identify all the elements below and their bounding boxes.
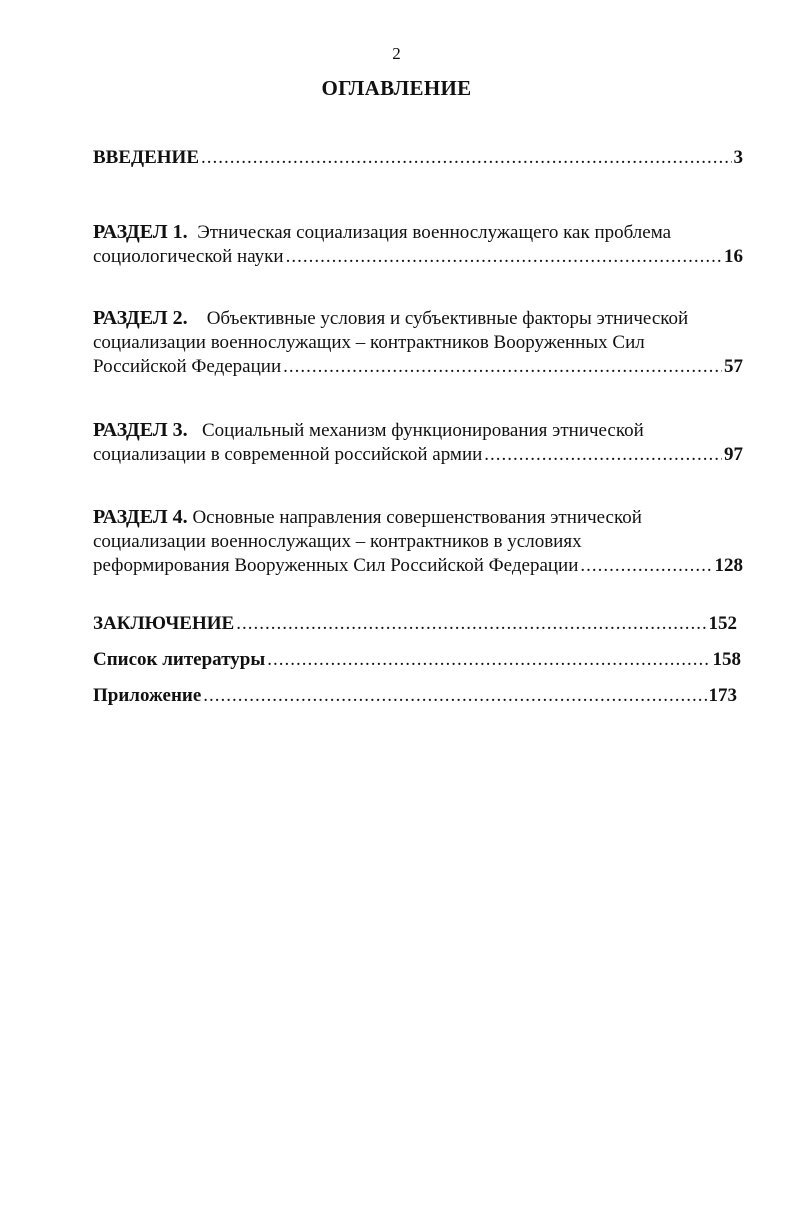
- toc-entry-references[interactable]: [93, 648, 741, 672]
- toc-page-ref: 57: [724, 356, 743, 377]
- toc-entry-label: ЗАКЛЮЧЕНИЕ: [93, 613, 235, 634]
- toc-entry-appendix[interactable]: [93, 684, 737, 708]
- section-label: РАЗДЕЛ 4.: [93, 506, 188, 528]
- toc-page-ref: 16: [724, 246, 743, 267]
- toc-page-ref: 152: [708, 613, 737, 634]
- toc-entry-conclusion[interactable]: [93, 612, 737, 636]
- section-title-line: Объективные условия и субъективные факторы этнической: [206, 308, 689, 329]
- toc-page-ref: 97: [724, 444, 743, 465]
- dot-leader: [201, 146, 732, 170]
- dot-leader: [267, 648, 710, 672]
- dot-leader: [286, 245, 722, 269]
- toc-entry-label: Список литературы: [93, 649, 266, 670]
- section-label: РАЗДЕЛ 1.: [93, 221, 188, 243]
- toc-page-ref: 173: [708, 685, 737, 706]
- section-title-line: социализации в современной российской армии: [93, 444, 483, 465]
- section-label: РАЗДЕЛ 2.: [93, 307, 188, 329]
- dot-leader: [484, 443, 722, 467]
- toc-entry-section-3[interactable]: [93, 418, 743, 467]
- section-title-line: Этническая социализация военнослужащего как проблема: [197, 222, 672, 243]
- toc-entry-section-4[interactable]: [93, 505, 743, 578]
- toc-entry-intro[interactable]: [93, 146, 743, 170]
- toc-page-ref: 128: [714, 555, 743, 576]
- section-title-line: социологической науки: [93, 246, 284, 267]
- page-title: ОГЛАВЛЕНИЕ: [321, 76, 472, 100]
- dot-leader: [203, 684, 706, 708]
- toc-entry-section-1[interactable]: [93, 220, 743, 269]
- section-title-line: Основные направления совершенствования этнической: [192, 507, 642, 528]
- section-title-line: социализации военнослужащих – контрактников в условиях: [93, 531, 582, 552]
- toc-page-ref: 3: [733, 147, 743, 168]
- toc-entry-label: ВВЕДЕНИЕ: [93, 147, 199, 168]
- section-label: РАЗДЕЛ 3.: [93, 419, 188, 441]
- dot-leader: [283, 355, 722, 379]
- toc-page-ref: 158: [712, 649, 741, 670]
- page-number: 2: [392, 44, 401, 63]
- section-title-line: реформирования Вооруженных Сил Российской Федерации: [93, 555, 579, 576]
- section-title-line: Российской Федерации: [93, 356, 282, 377]
- section-title-line: Социальный механизм функционирования этнической: [201, 420, 644, 441]
- dot-leader: [580, 554, 712, 578]
- section-title-line: социализации военнослужащих – контрактников Вооруженных Сил: [93, 332, 645, 353]
- toc-entry-label: Приложение: [93, 685, 202, 706]
- toc-entry-section-2[interactable]: [93, 306, 743, 379]
- dot-leader: [236, 612, 706, 636]
